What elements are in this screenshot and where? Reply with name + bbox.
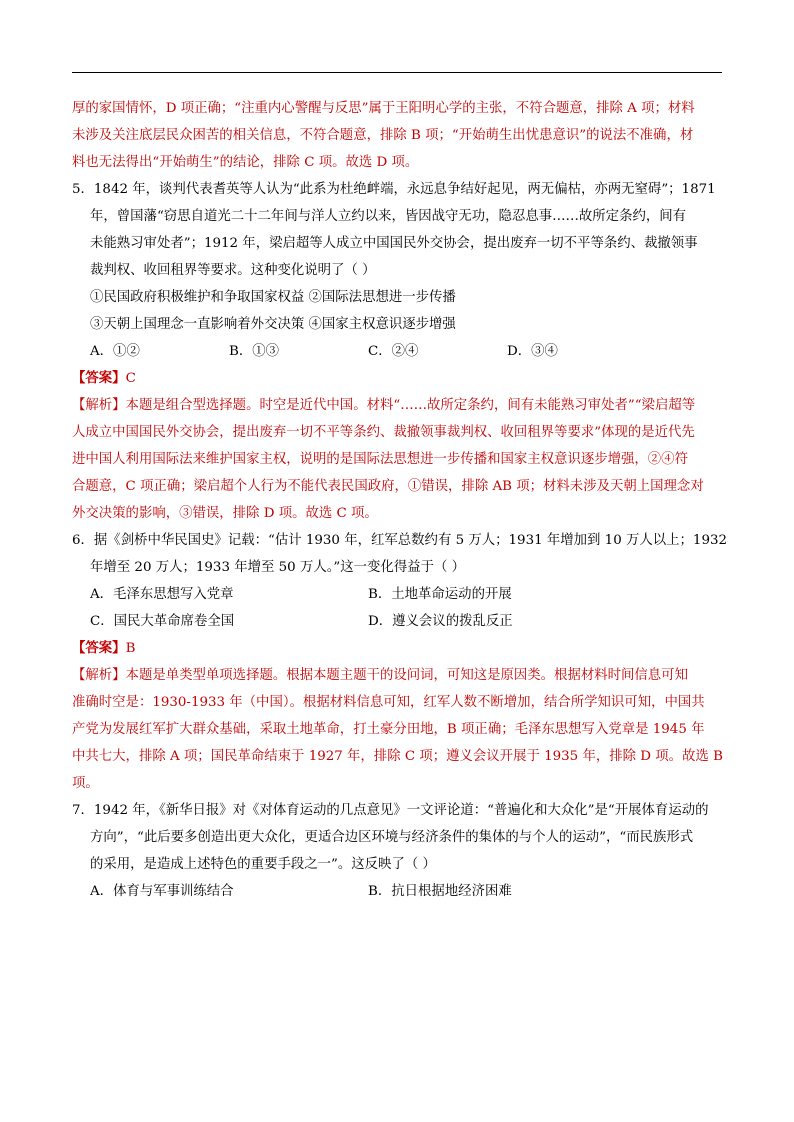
analysis-line: 准确时空是：1930-1933 年（中国）。根据材料信息可知，红军人数不断增加，结合所学知识可知，中国共 [72,695,705,710]
analysis-line: 外交决策的影响，③错误，排除 D 项。故选 C 项。 [72,506,378,521]
text-line: 料也无法得出“开始萌生”的结论，排除 C 项。故选 D 项。 [72,155,419,170]
answer-label: 【答案】 [72,640,126,656]
option-b: B．土地革命运动的开展 [368,587,512,602]
question-stem-line: 方向”，“此后要多创造出更大众化，更适合边区环境与经济条件的集体的与个人的运动”，“而民族形式 [90,830,694,845]
statement-line: ③天朝上国理念一直影响着外交决策 ④国家主权意识逐步增强 [90,317,456,332]
analysis-line: 合题意，C 项正确；梁启超个人行为不能代表民国政府，①错误，排除 AB 项；材料未涉及天朝上国理念对 [72,479,704,494]
option-c: C．②④ [368,344,419,359]
options-row [72,608,722,635]
analysis [72,662,722,797]
text-line: 厚的家国情怀，D 项正确；“注重内心警醒与反思”属于王阳明心学的主张，不符合题意，排除 A 项；材料 [72,101,695,116]
analysis-line: 【解析】本题是单类型单项选择题。根据本题主题干的设问词，可知这是原因类。根据材料时间信息可知 [72,668,688,683]
option-c: C．国民大革命席卷全国 [90,614,235,629]
option-a: A．体育与军事训练结合 [90,884,234,899]
question-stem-line: 的采用，是造成上述特色的重要手段之一”。这反映了（ ） [90,857,436,872]
question-5 [72,176,722,527]
options-row [72,878,722,905]
question-stem-line: 年，曾国藩“窃思自道光二十二年间与洋人立约以来，皆因战守无功，隐忍息事……故所定条约，间有 [90,209,687,224]
options-row [72,338,722,365]
analysis-line: 进中国人利用国际法来维护国家主权，说明的是国际法思想进一步传播和国家主权意识逐步增强，②④符 [72,452,688,467]
option-a: A．毛泽东思想写入党章 [90,587,234,602]
question-stem-line: 裁判权、收回租界等要求。这种变化说明了（ ） [90,263,376,278]
option-a: A．①② [90,344,140,359]
header-rule [72,72,722,73]
answer-value: B [125,641,136,656]
document-body [72,95,728,905]
answer-value: C [125,371,136,386]
answer-label: 【答案】 [72,370,126,386]
statement-line: ①民国政府积极维护和争取国家权益 ②国际法思想进一步传播 [90,290,456,305]
question-stem-line: 7．1942 年，《新华日报》对《对体育运动的几点意见》一文评论道：“普遍化和大众化”是“开展体育运动的 [72,803,709,818]
question-stem-line: 年增至 20 万人；1933 年增至 50 万人。”这一变化得益于（ ） [90,560,466,575]
option-d: D．遵义会议的拨乱反正 [368,614,513,629]
analysis [72,392,722,527]
option-b: B．抗日根据地经济困难 [368,884,512,899]
analysis-line: 人成立中国国民外交协会，提出废弃一切不平等条约、裁撤领事裁判权、收回租界等要求”体现的是近代先 [72,425,695,440]
option-b: B．①③ [229,344,280,359]
question-stem-line: 5．1842 年，谈判代表耆英等人认为“此系为杜绝衅端，永远息争结好起见，两无偏枯，亦两无窒碍”；1871 [72,182,716,197]
analysis-line: 【解析】本题是组合型选择题。时空是近代中国。材料“……故所定条约，间有未能熟习审处者”“梁启超等 [72,398,696,413]
question-7 [72,797,722,905]
analysis-line: 中共七大，排除 A 项；国民革命结束于 1927 年，排除 C 项；遵义会议开展于 1935 年，排除 D 项。故选 B [72,749,723,764]
analysis-line: 产党为发展红军扩大群众基础，采取土地革命，打土豪分田地，B 项正确；毛泽东思想写入党章是 1945 年 [72,722,705,737]
intro-explanation [72,95,722,176]
options-row [72,581,722,608]
question-stem-line: 6．据《剑桥中华民国史》记载：“估计 1930 年，红军总数约有 5 万人；1931 年增加到 10 万人以上；1932 [72,533,728,548]
answer-line [72,365,722,392]
question-6 [72,527,728,797]
analysis-line: 项。 [72,776,99,791]
text-line: 未涉及关注底层民众困苦的相关信息，不符合题意，排除 B 项；“开始萌生出忧患意识”的说法不准确，材 [72,128,694,143]
question-stem-line: 未能熟习审处者”；1912 年，梁启超等人成立中国国民外交协会，提出废弃一切不平等条约、裁撤领事 [90,236,698,251]
option-d: D．③④ [507,344,558,359]
answer-line [72,635,722,662]
